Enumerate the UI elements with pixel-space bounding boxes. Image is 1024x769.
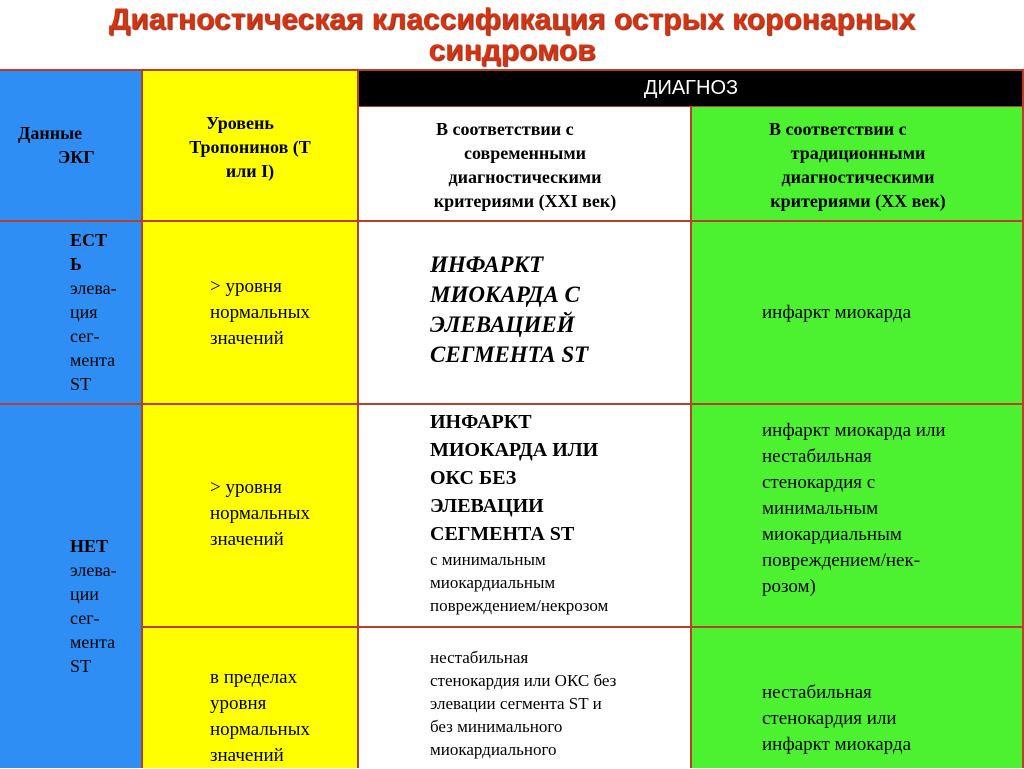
header-troponin-line: или I) <box>225 161 275 181</box>
row2-modern-line: повреждением/некрозом <box>430 596 609 615</box>
header-traditional-line: диагностическими <box>781 167 935 187</box>
header-traditional-line: традиционными <box>790 143 926 163</box>
row1-troponin-line: значений <box>210 328 284 349</box>
row1-ecg-line: мента <box>70 350 116 370</box>
header-modern-line: критериями (XXI век) <box>433 191 617 211</box>
row3-modern-line: нестабильная <box>430 648 529 667</box>
row3-modern-line: стенокардия или ОКС без <box>430 671 617 690</box>
row1-troponin-line: нормальных <box>210 302 310 323</box>
row2-ecg-line: ции <box>70 584 99 604</box>
page-title <box>0 4 1024 66</box>
row2-troponin-line: нормальных <box>210 503 310 524</box>
row2-traditional-line: миокардиальным <box>762 524 902 545</box>
row2-ecg-line: мента <box>70 632 116 652</box>
row2-ecg-line: сег- <box>70 608 100 628</box>
row2-ecg <box>70 534 140 678</box>
row2-modern-line: МИОКАРДА ИЛИ <box>430 439 599 461</box>
header-troponin <box>150 111 350 183</box>
row2-ecg-line: ST <box>70 656 92 676</box>
row2-traditional-line: розом) <box>762 576 816 597</box>
row2-traditional-line: стенокардия с <box>762 472 876 493</box>
grid-line <box>690 106 692 768</box>
row3-traditional <box>762 680 1020 758</box>
row1-ecg-line: ЕСТ <box>70 230 108 250</box>
row2-modern-line: СЕГМЕНТА ST <box>430 523 575 545</box>
row1-ecg-line: элева- <box>70 278 117 298</box>
row2-traditional-line: нестабильная <box>762 446 872 467</box>
header-modern-line: диагностическими <box>448 167 602 187</box>
row2-troponin-line: значений <box>210 529 284 550</box>
row3-troponin-line: нормальных <box>210 719 310 740</box>
row2-modern-line: ОКС БЕЗ <box>430 467 517 489</box>
row1-troponin-line: > уровня <box>210 276 282 297</box>
row2-modern-line: ЭЛЕВАЦИИ <box>430 495 544 517</box>
row3-modern-line: миокардиального <box>430 740 557 759</box>
row1-traditional: инфаркт миокарда <box>762 302 912 323</box>
row1-ecg-line: ция <box>70 302 98 322</box>
header-traditional-line: В соответствии с <box>769 119 907 139</box>
row3-modern-line: без минимального <box>430 717 563 736</box>
row3-troponin <box>210 665 356 769</box>
row1-ecg-line: ST <box>70 374 92 394</box>
header-modern <box>362 117 688 213</box>
row3-modern-line: элевации сегмента ST и <box>430 694 602 713</box>
header-troponin-line: Тропонинов (Т <box>189 137 311 157</box>
header-modern-line: современными <box>464 143 586 163</box>
row1-ecg-line: сег- <box>70 326 100 346</box>
row3-traditional-line: стенокардия или <box>762 708 897 729</box>
header-traditional <box>695 117 1021 213</box>
row2-traditional-line: инфаркт миокарда или <box>762 420 946 441</box>
row2-troponin-line: > уровня <box>210 477 282 498</box>
grid-line <box>0 403 1024 405</box>
grid-line <box>141 70 143 768</box>
row3-traditional-line: нестабильная <box>762 682 872 703</box>
row2-troponin <box>210 475 356 553</box>
row2-traditional-line: повреждением/нек- <box>762 550 921 571</box>
row3-modern <box>430 646 688 761</box>
row3-traditional-line: инфаркт миокарда <box>762 734 912 755</box>
header-troponin-line: Уровень <box>206 113 274 133</box>
title-line-2: синдромов <box>428 34 596 67</box>
row3-troponin-line: значений <box>210 745 284 766</box>
title-line-1: Диагностическая классификация острых коронарных <box>108 3 916 36</box>
row1-modern-line: МИОКАРДА С <box>430 282 580 307</box>
header-traditional-line: критериями (XX век) <box>770 191 946 211</box>
row1-modern <box>430 250 688 370</box>
grid-line <box>142 626 1024 628</box>
row2-modern-line: ИНФАРКТ <box>430 411 532 433</box>
row2-traditional <box>762 418 1020 600</box>
header-ecg <box>18 121 128 169</box>
row1-modern-line: СЕГМЕНТА ST <box>430 342 589 367</box>
grid-line <box>0 69 1024 71</box>
row2-ecg-line: элева- <box>70 560 117 580</box>
header-ecg-line: ЭКГ <box>58 147 95 167</box>
row1-ecg <box>70 228 140 396</box>
header-diagnosis: ДИАГНОЗ <box>643 77 739 99</box>
grid-line <box>357 70 359 768</box>
row2-ecg-line: НЕТ <box>70 536 109 556</box>
row3-troponin-line: в пределах <box>210 667 298 688</box>
row1-modern-line: ЭЛЕВАЦИЕЙ <box>430 312 575 337</box>
header-modern-line: В соответствии с <box>436 119 574 139</box>
row2-modern-line: миокардиальным <box>430 573 556 592</box>
row3-troponin-line: уровня <box>210 693 267 714</box>
row1-modern-line: ИНФАРКТ <box>430 252 544 277</box>
row2-modern-line: с минимальным <box>430 550 546 569</box>
row1-ecg-line: Ь <box>70 254 82 274</box>
grid-line <box>0 220 1024 222</box>
row2-traditional-line: минимальным <box>762 498 879 519</box>
row1-troponin <box>210 274 356 352</box>
row2-modern <box>430 408 688 617</box>
header-ecg-line: Данные <box>18 123 83 143</box>
